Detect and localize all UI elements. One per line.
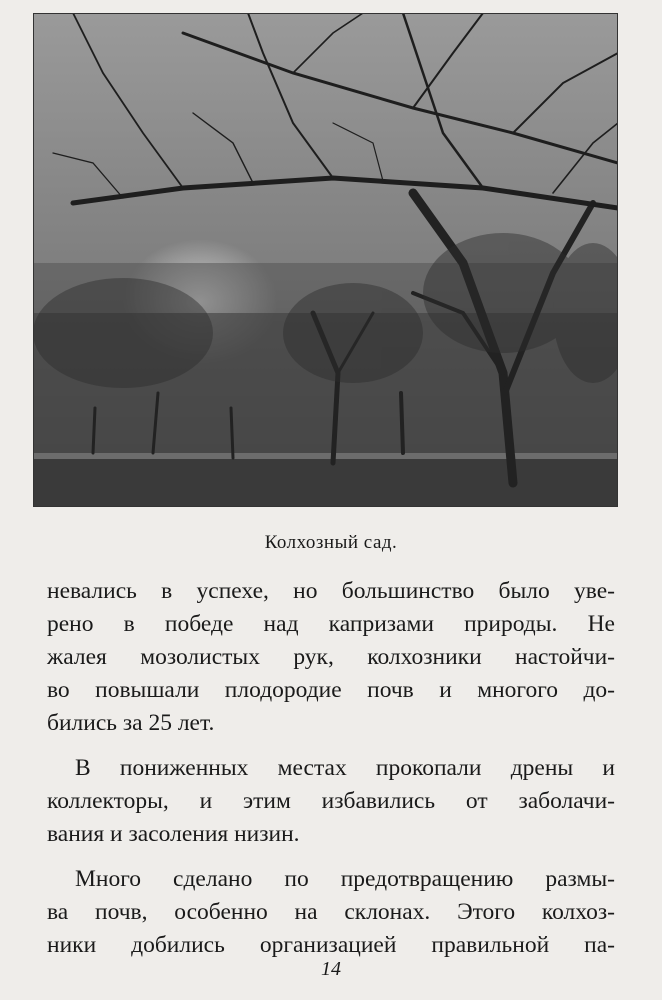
orchard-photo [33, 13, 618, 507]
text-line: жалея мозолистых рук, колхозники настойчи- [47, 644, 615, 670]
text-line: В пониженных местах прокопали дрены и [75, 755, 615, 781]
text-line: бились за 25 лет. [47, 710, 215, 736]
text-line: невались в успехе, но большинство было уве- [47, 578, 615, 604]
paragraph-2 [47, 752, 615, 851]
paragraph-3 [47, 863, 615, 962]
paragraph-1 [47, 575, 615, 740]
text-line: ники добились организацией правильной па- [47, 932, 615, 958]
text-line: Много сделано по предотвращению размы- [75, 866, 615, 892]
page-number: 14 [321, 958, 341, 980]
text-line: коллекторы, и этим избавились от заболачи- [47, 788, 615, 814]
text-line: рено в победе над капризами природы. Не [47, 611, 615, 637]
photo-caption: Колхозный сад. [264, 532, 398, 553]
text-line: вания и засоления низин. [47, 821, 300, 847]
body-text [47, 575, 615, 974]
orchard-photo-icon [33, 13, 618, 507]
text-line: во повышали плодородие почв и многого до- [47, 677, 615, 703]
text-line: ва почв, особенно на склонах. Этого колхоз- [47, 899, 615, 925]
